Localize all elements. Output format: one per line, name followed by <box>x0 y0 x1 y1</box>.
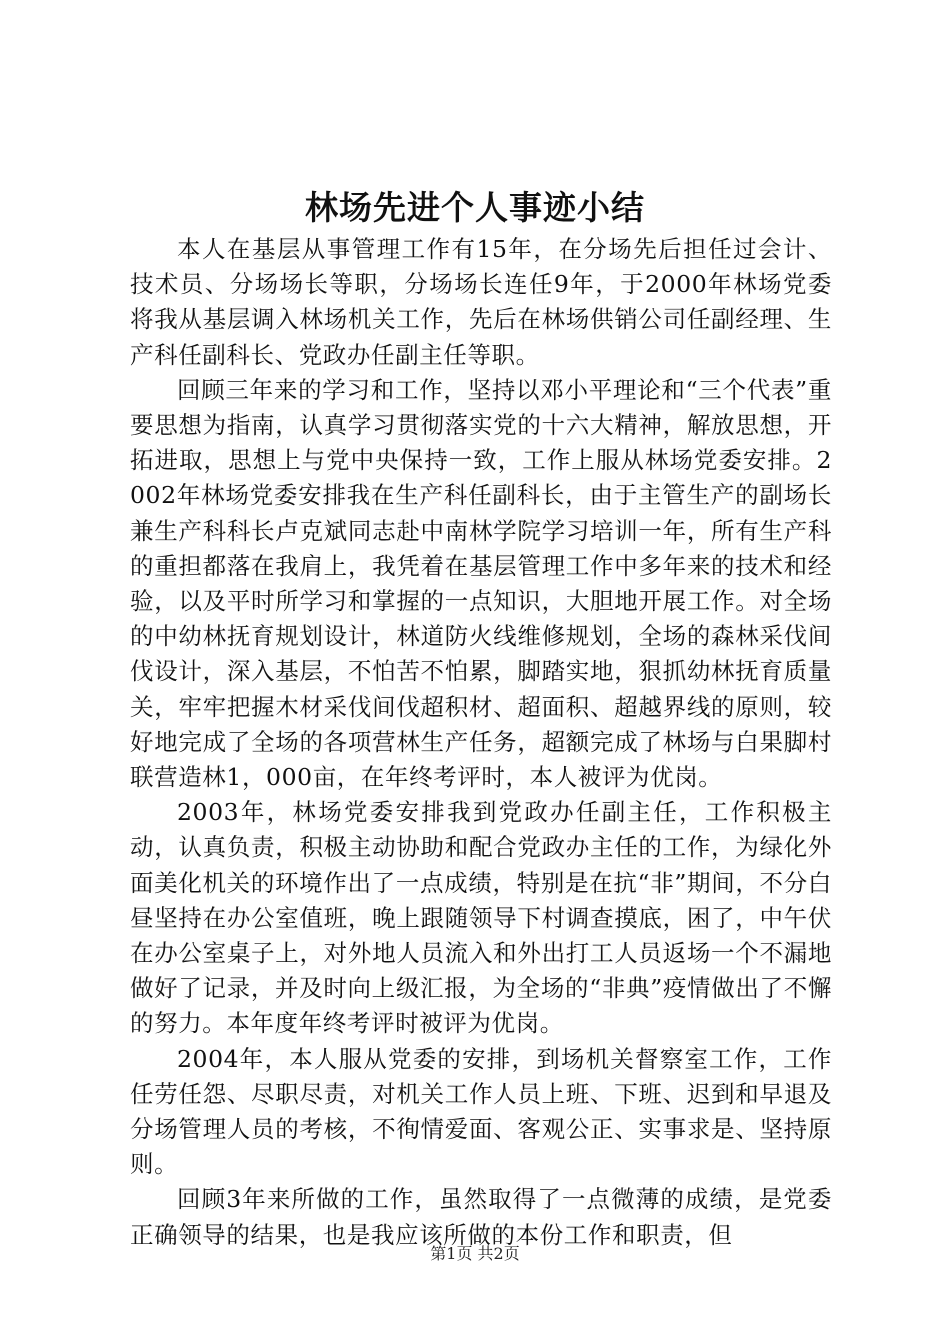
paragraph-5: 回顾3年来所做的工作，虽然取得了一点微薄的成绩，是党委正确领导的结果，也是我应该所做的本份工作和职责，但 <box>130 1185 832 1249</box>
paragraph-2: 回顾三年来的学习和工作，坚持以邓小平理论和“三个代表”重要思想为指南，认真学习贯彻落实党的十六大精神，解放思想，开拓进取，思想上与党中央保持一致，工作上服从林场党委安排。2002年林场党委安排我在生产科任副科长，由于主管生产的副场长兼生产科科长卢克斌同志赴中南林学院学习培训一年，所有生产科的重担都落在我肩上，我凭着在基层管理工作中多年来的技术和经验，以及平时所学习和掌握的一点知识，大胆地开展工作。对全场的中幼林抚育规划设计，林道防火线维修规划，全场的森林采伐间伐设计，深入基层，不怕苦不怕累，脚踏实地，狠抓幼林抚育质量关，牢牢把握木材采伐间伐超积材、超面积、超越界线的原则，较好地完成了全场的各项营林生产任务，超额完成了林场与白果脚村联营造林1，000亩，在年终考评时，本人被评为优岗。 <box>130 375 832 792</box>
page-title: 林场先进个人事迹小结 <box>305 188 645 227</box>
paragraph-4: 2004年，本人服从党委的安排，到场机关督察室工作，工作任劳任怨、尽职尽责，对机关工作人员上班、下班、迟到和早退及分场管理人员的考核，不徇情爱面、客观公正、实事求是、坚持原则。 <box>130 1044 832 1179</box>
paragraph-1: 本人在基层从事管理工作有15年，在分场先后担任过会计、技术员、分场场长等职，分场场长连任9年，于2000年林场党委将我从基层调入林场机关工作，先后在林场供销公司任副经理、生产科任副科长、党政办任副主任等职。 <box>130 235 832 369</box>
page-number-footer: 第1页 共2页 <box>430 1244 520 1263</box>
paragraph-3: 2003年，林场党委安排我到党政办任副主任，工作积极主动，认真负责，积极主动协助和配合党政办主任的工作，为绿化外面美化机关的环境作出了一点成绩，特别是在抗“非”期间，不分白昼坚持在办公室值班，晚上跟随领导下村调查摸底，困了，中午伏在办公室桌子上，对外地人员流入和外出打工人员返场一个不漏地做好了记录，并及时向上级汇报，为全场的“非典”疫情做出了不懈的努力。本年度年终考评时被评为优岗。 <box>130 798 832 1038</box>
document-body <box>130 232 832 1253</box>
